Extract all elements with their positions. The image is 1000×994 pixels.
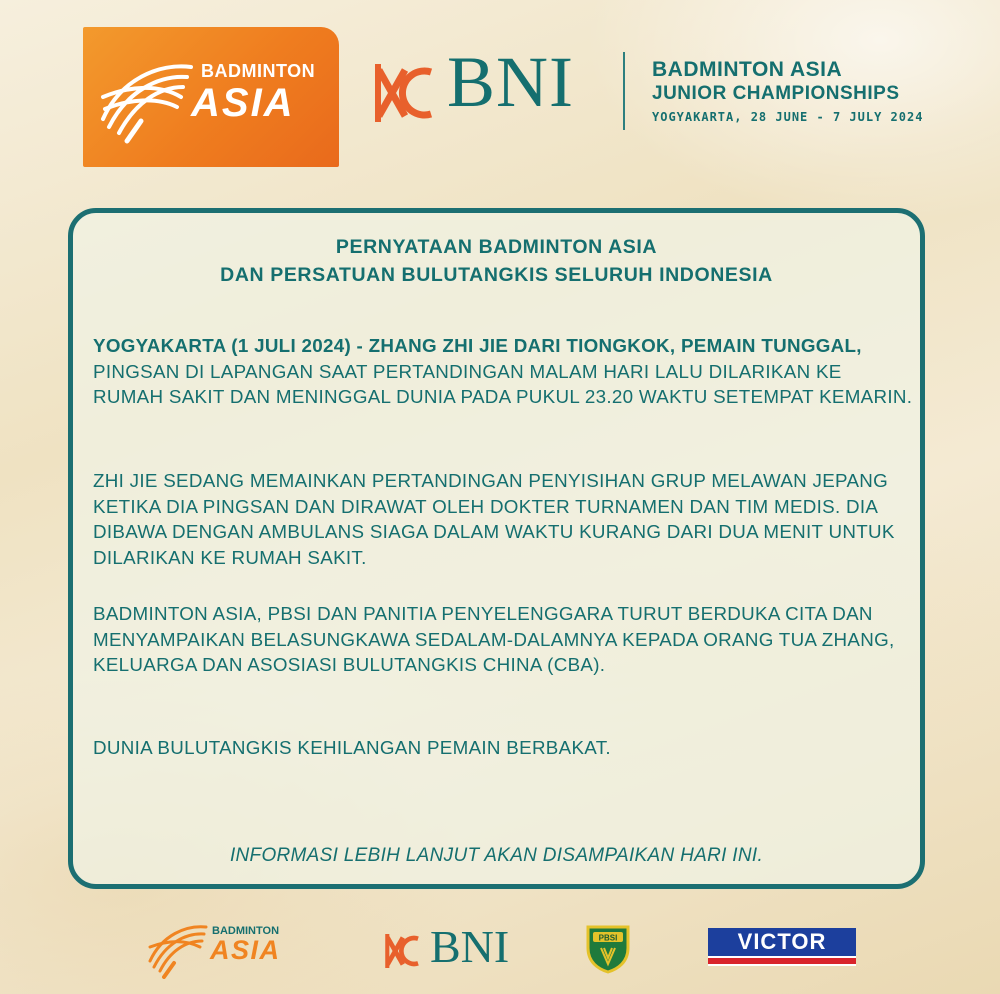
statement-paragraph-4: DUNIA BULUTANGKIS KEHILANGAN PEMAIN BERBAKAT. xyxy=(93,737,611,758)
bni-46-mark-icon xyxy=(375,64,439,122)
bni-wordmark: BNI xyxy=(447,42,574,122)
footer-badminton-asia-line1: BADMINTON xyxy=(212,925,280,937)
statement-paragraph-1-text: PINGSAN DI LAPANGAN SAAT PERTANDINGAN MALAM HARI LALU DILARIKAN KE RUMAH SAKIT DAN MENINGGAL DUNIA PADA PUKUL 23.20 WAKTU SETEMPAT KEMARIN. xyxy=(93,360,913,407)
statement-box xyxy=(68,208,925,889)
statement-paragraph-3: BADMINTON ASIA, PBSI DAN PANITIA PENYELENGGARA TURUT BERDUKA CITA DAN MENYAMPAIKAN BELASUNGKAWA SEDALAM-DALAMNYA KEPADA ORANG TUA ZHANG, KELUARGA DAN ASOSIASI BULUTANGKIS CHINA (CBA). xyxy=(93,603,895,675)
event-location-dates: YOGYAKARTA, 28 JUNE - 7 JULY 2024 xyxy=(652,110,924,124)
victor-wordmark: VICTOR xyxy=(737,929,827,954)
pbsi-label: PBSI xyxy=(598,933,618,943)
event-title-line2: JUNIOR CHAMPIONSHIPS xyxy=(652,83,900,104)
statement-title-line2: DAN PERSATUAN BULUTANGKIS SELURUH INDONESIA xyxy=(220,264,773,286)
statement-title xyxy=(73,233,920,289)
badminton-asia-logo-line1: BADMINTON xyxy=(201,61,316,81)
event-title-line1: BADMINTON ASIA xyxy=(652,58,843,81)
badminton-asia-logo-line2: ASIA xyxy=(191,81,295,125)
footer-bni-wordmark: BNI xyxy=(430,921,510,972)
pbsi-shield-icon xyxy=(585,924,631,974)
victor-logo xyxy=(708,928,856,966)
statement-paragraph-1 xyxy=(93,333,913,410)
victor-logo-stripe xyxy=(708,958,856,964)
statement-title-line1: PERNYATAAN BADMINTON ASIA xyxy=(335,236,658,258)
footer-bni-mark-icon xyxy=(382,934,426,968)
event-title-block xyxy=(652,58,923,128)
statement-closing: INFORMASI LEBIH LANJUT AKAN DISAMPAIKAN HARI INI. xyxy=(229,845,764,866)
statement-dateline: YOGYAKARTA (1 JULI 2024) - ZHANG ZHI JIE DARI TIONGKOK, PEMAIN TUNGGAL, xyxy=(93,335,862,356)
shuttlecock-swoosh-icon xyxy=(97,57,197,147)
footer-badminton-asia-line2: ASIA xyxy=(210,935,281,965)
header-divider xyxy=(623,52,625,130)
statement-paragraph-2: ZHI JIE SEDANG MEMAINKAN PERTANDINGAN PENYISIHAN GRUP MELAWAN JEPANG KETIKA DIA PINGSAN DAN DIRAWAT OLEH DOKTER TURNAMEN DAN TIM MEDIS. DIA DIBAWA DENGAN AMBULANS SIAGA DALAM WAKTU KURANG DARI DUA MENIT UNTUK DILARIKAN KE RUMAH SAKIT. xyxy=(93,470,895,568)
footer-badminton-asia-logo xyxy=(146,921,281,984)
footer-shuttlecock-swoosh-icon xyxy=(146,921,210,979)
badminton-asia-logo xyxy=(83,27,339,167)
